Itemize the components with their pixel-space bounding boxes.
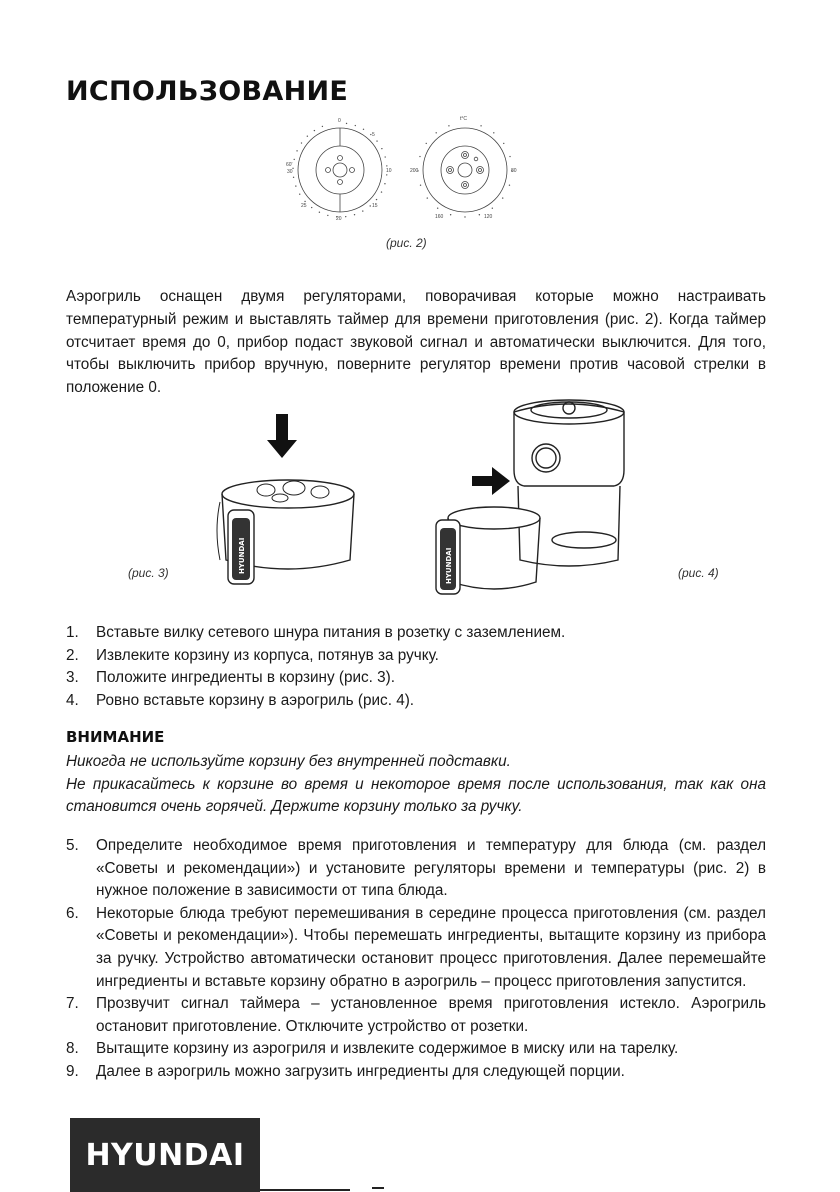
right-arrow-icon (472, 467, 510, 495)
figure-4-caption: (рис. 4) (678, 566, 719, 580)
list-item: 2. Извлеките корзину из корпуса, потянув за ручку. (66, 646, 439, 664)
timer-label-60: 60' (286, 162, 293, 168)
dial-tick (327, 215, 328, 216)
dial-tick (345, 216, 346, 217)
timer-dial (298, 128, 382, 212)
dial-tick (480, 125, 481, 126)
dial-tick (426, 143, 427, 144)
temperature-dial-ticks (417, 125, 512, 218)
warning-title: ВНИМАНИЕ (66, 728, 165, 746)
dial-tick (419, 156, 420, 157)
timer-label-15: 15 (372, 203, 378, 209)
insert-basket-figure (428, 390, 668, 598)
dial-tick (295, 185, 296, 186)
dial-tick (301, 142, 302, 143)
list-item: 8. Вытащите корзину из аэрогриля и извлеките содержимое в миску или на тарелку. (66, 1040, 679, 1058)
temp-label-80: 80 (511, 168, 517, 174)
dial-tick (314, 130, 315, 131)
dial-tick (464, 216, 465, 217)
footer-divider (260, 1189, 350, 1191)
dial-tick (381, 148, 382, 149)
dial-tick (386, 174, 387, 175)
dial-tick (355, 125, 356, 126)
dial-tick (493, 132, 494, 133)
dial-tick (479, 214, 480, 215)
dial-tick (436, 132, 437, 133)
dial-tick (354, 214, 355, 215)
dial-tick (376, 140, 377, 141)
temp-label-200: 200 (410, 168, 419, 174)
list-item: 3. Положите ингредиенты в корзину (рис. 3). (66, 669, 396, 687)
dial-tick (304, 201, 305, 202)
dial-tick (293, 177, 294, 178)
temp-label-160: 160 (435, 214, 444, 220)
dial-tick (502, 197, 503, 198)
page-title: ИСПОЛЬЗОВАНИЕ (66, 76, 349, 107)
basket-handle-brand: HYUNDAI (238, 537, 246, 574)
control-dials-figure (280, 110, 540, 230)
dial-tick (294, 159, 295, 160)
warning-line-1: Никогда не используйте корзину без внутренней подставки. (66, 753, 511, 770)
dial-tick (420, 185, 421, 186)
dial-tick (296, 150, 297, 151)
dial-tick (322, 126, 323, 127)
list-item: 5. Определите необходимое время приготовления и температуру для блюда (см. раздел «Советы и рекомендации») и установите регуляторы времени и температуры (рис. 2) в нужное положение в зависимости от типа блюда. (66, 837, 766, 900)
dial-tick (386, 165, 387, 166)
dial-tick (509, 156, 510, 157)
dial-tick (381, 191, 382, 192)
dial-tick (437, 208, 438, 209)
list-item: 6. Некоторые блюда требуют перемешивания в середине процесса приготовления (см. раздел «Советы и рекомендации»). Чтобы перемешать ингредиенты, вытащите корзину из прибора за ручку. Устройство автоматически остановит процесс приготовления. Далее перемешайте ингредиенты и вставьте корзину обратно в аэрогриль – процесс приготовления запустится. (66, 904, 766, 990)
dial-tick (503, 143, 504, 144)
dial-tick (346, 123, 347, 124)
down-arrow-icon (267, 414, 297, 458)
footer-page-mark (372, 1187, 384, 1189)
timer-label-10: 10 (386, 168, 392, 174)
timer-label-30: 30 (287, 169, 293, 175)
dial-tick (370, 205, 371, 206)
figure-3-caption: (рис. 3) (128, 566, 169, 580)
basket-with-food-figure (196, 410, 366, 588)
dial-tick (384, 183, 385, 184)
intro-paragraph: Аэрогриль оснащен двумя регуляторами, поворачивая которые можно настраивать температурный режим и выставлять таймер для времени приготовления (рис. 2). Когда таймер отсчитает время до 0, прибор подаст звуковой сигнал и автоматически выключится. Для того, чтобы выключить прибор вручную, поверните регулятор времени против часовой стрелки в положение 0. (66, 288, 766, 397)
dial-tick (319, 212, 320, 213)
list-item: 7. Прозвучит сигнал таймера – установленное время приготовления истекло. Аэрогриль остановит приготовление. Отключите устройство от розетки. (66, 995, 766, 1035)
dial-tick (450, 214, 451, 215)
basket-handle-brand: HYUNDAI (445, 547, 453, 584)
dial-tick (492, 208, 493, 209)
warning-text (66, 751, 766, 819)
dial-tick (509, 185, 510, 186)
dial-tick (448, 125, 449, 126)
temp-label-unit: t°C (460, 116, 467, 122)
timer-label-0: 0 (338, 118, 341, 124)
dial-tick (427, 197, 428, 198)
brand-logo: HYUNDAI (70, 1118, 260, 1192)
dial-tick (363, 129, 364, 130)
dial-tick (376, 199, 377, 200)
timer-label-5: 5 (372, 132, 375, 138)
figure-2-caption: (рис. 2) (386, 236, 427, 250)
temp-label-120: 120 (484, 214, 493, 220)
dial-tick (311, 207, 312, 208)
dial-tick (384, 156, 385, 157)
list-item: 9. Далее в аэрогриль можно загрузить ингредиенты для следующей порции. (66, 1062, 625, 1080)
list-item: 1. Вставьте вилку сетевого шнура питания в розетку с заземлением. (66, 624, 566, 641)
steps-list-2 (66, 835, 766, 1084)
dial-tick (307, 135, 308, 136)
dial-tick (299, 194, 300, 195)
timer-label-25: 25 (301, 203, 307, 209)
list-item: 4. Ровно вставьте корзину в аэрогриль (рис. 4). (66, 691, 415, 709)
warning-line-2: Не прикасайтесь к корзине во время и некоторое время после использования, так как она становится очень горячей. Держите корзину только за ручку. (66, 775, 766, 816)
steps-list-1 (66, 622, 766, 712)
dial-tick (362, 210, 363, 211)
temperature-dial (423, 128, 507, 212)
timer-label-20: 20 (336, 216, 342, 222)
